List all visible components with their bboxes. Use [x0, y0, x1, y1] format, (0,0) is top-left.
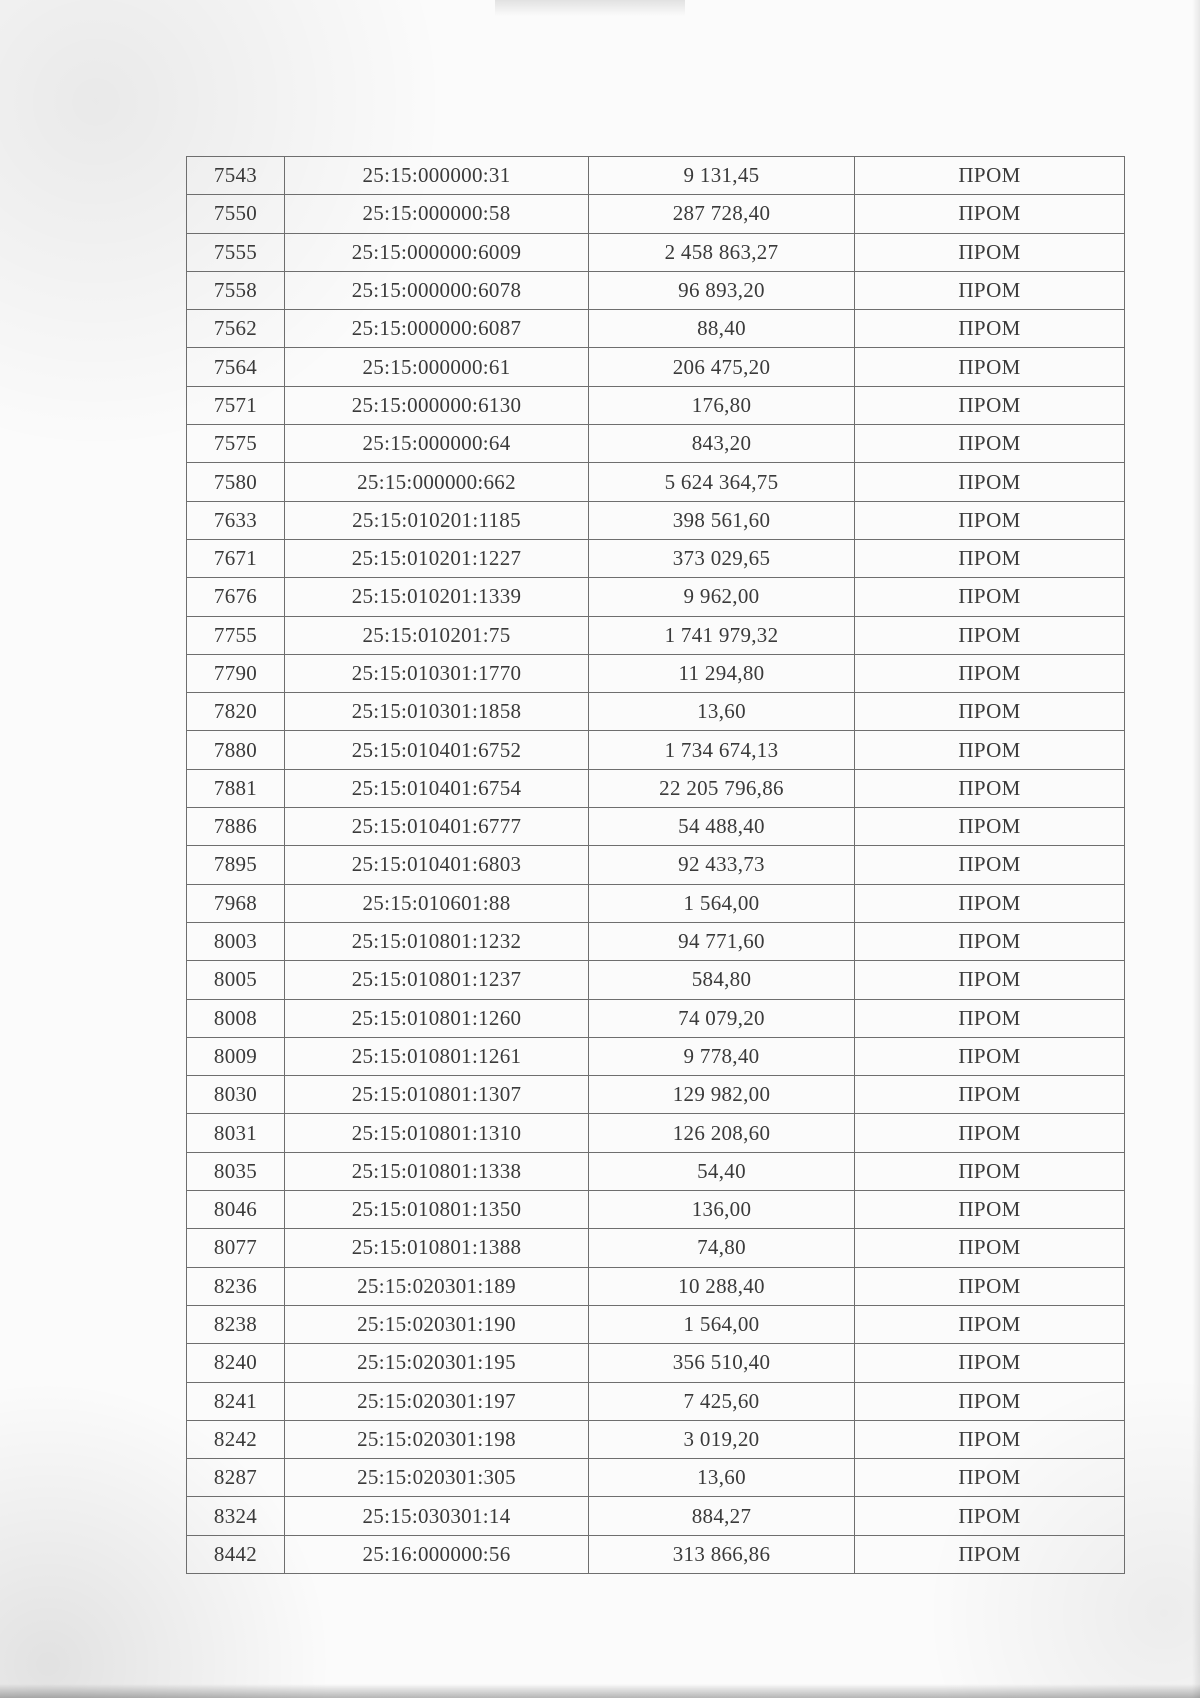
value-cell: 54 488,40 [589, 808, 855, 846]
category-cell: ПРОМ [855, 1497, 1125, 1535]
cadastral-number-cell: 25:15:010801:1307 [285, 1076, 589, 1114]
category-cell: ПРОМ [855, 578, 1125, 616]
row-number-cell: 7555 [187, 233, 285, 271]
cadastral-number-cell: 25:15:020301:198 [285, 1420, 589, 1458]
row-number-cell: 7968 [187, 884, 285, 922]
table-row [187, 1420, 1125, 1458]
cadastral-number-cell: 25:15:020301:189 [285, 1267, 589, 1305]
table-row [187, 501, 1125, 539]
row-number-cell: 8241 [187, 1382, 285, 1420]
category-cell: ПРОМ [855, 233, 1125, 271]
category-cell: ПРОМ [855, 1229, 1125, 1267]
value-cell: 22 205 796,86 [589, 769, 855, 807]
row-number-cell: 7575 [187, 425, 285, 463]
cadastral-number-cell: 25:15:010801:1260 [285, 999, 589, 1037]
row-number-cell: 8236 [187, 1267, 285, 1305]
table-row [187, 386, 1125, 424]
cadastral-number-cell: 25:15:010301:1858 [285, 693, 589, 731]
cadastral-number-cell: 25:15:020301:190 [285, 1305, 589, 1343]
row-number-cell: 8035 [187, 1152, 285, 1190]
cadastral-number-cell: 25:15:020301:195 [285, 1344, 589, 1382]
row-number-cell: 7820 [187, 693, 285, 731]
category-cell: ПРОМ [855, 1152, 1125, 1190]
cadastral-number-cell: 25:15:010801:1237 [285, 961, 589, 999]
category-cell: ПРОМ [855, 616, 1125, 654]
category-cell: ПРОМ [855, 654, 1125, 692]
row-number-cell: 7895 [187, 846, 285, 884]
table-row [187, 922, 1125, 960]
table-row [187, 961, 1125, 999]
table-row [187, 578, 1125, 616]
value-cell: 13,60 [589, 1459, 855, 1497]
value-cell: 398 561,60 [589, 501, 855, 539]
table-row [187, 846, 1125, 884]
row-number-cell: 8287 [187, 1459, 285, 1497]
category-cell: ПРОМ [855, 271, 1125, 309]
cadastral-number-cell: 25:15:010401:6777 [285, 808, 589, 846]
table-row [187, 1497, 1125, 1535]
table-row [187, 999, 1125, 1037]
cadastral-number-cell: 25:15:000000:58 [285, 195, 589, 233]
category-cell: ПРОМ [855, 1305, 1125, 1343]
row-number-cell: 7558 [187, 271, 285, 309]
cadastral-number-cell: 25:15:010201:1185 [285, 501, 589, 539]
row-number-cell: 7543 [187, 157, 285, 195]
table-row [187, 1152, 1125, 1190]
table-row [187, 157, 1125, 195]
table-row [187, 1305, 1125, 1343]
table-row [187, 425, 1125, 463]
row-number-cell: 7562 [187, 310, 285, 348]
table-row [187, 1229, 1125, 1267]
row-number-cell: 8242 [187, 1420, 285, 1458]
category-cell: ПРОМ [855, 884, 1125, 922]
category-cell: ПРОМ [855, 999, 1125, 1037]
row-number-cell: 7633 [187, 501, 285, 539]
value-cell: 126 208,60 [589, 1114, 855, 1152]
value-cell: 373 029,65 [589, 539, 855, 577]
row-number-cell: 8046 [187, 1191, 285, 1229]
value-cell: 92 433,73 [589, 846, 855, 884]
cadastral-number-cell: 25:16:000000:56 [285, 1535, 589, 1573]
category-cell: ПРОМ [855, 1459, 1125, 1497]
value-cell: 5 624 364,75 [589, 463, 855, 501]
scan-smudge [495, 0, 685, 16]
category-cell: ПРОМ [855, 1037, 1125, 1075]
category-cell: ПРОМ [855, 1382, 1125, 1420]
row-number-cell: 8009 [187, 1037, 285, 1075]
value-cell: 10 288,40 [589, 1267, 855, 1305]
value-cell: 9 131,45 [589, 157, 855, 195]
category-cell: ПРОМ [855, 310, 1125, 348]
category-cell: ПРОМ [855, 1114, 1125, 1152]
value-cell: 94 771,60 [589, 922, 855, 960]
value-cell: 1 741 979,32 [589, 616, 855, 654]
table-row [187, 1114, 1125, 1152]
table-row [187, 731, 1125, 769]
value-cell: 884,27 [589, 1497, 855, 1535]
value-cell: 74 079,20 [589, 999, 855, 1037]
table-row [187, 1535, 1125, 1573]
category-cell: ПРОМ [855, 348, 1125, 386]
scan-edge-shadow [1192, 0, 1200, 1698]
value-cell: 7 425,60 [589, 1382, 855, 1420]
table-body [187, 157, 1125, 1574]
category-cell: ПРОМ [855, 195, 1125, 233]
category-cell: ПРОМ [855, 501, 1125, 539]
value-cell: 11 294,80 [589, 654, 855, 692]
cadastral-number-cell: 25:15:000000:6087 [285, 310, 589, 348]
category-cell: ПРОМ [855, 922, 1125, 960]
row-number-cell: 7881 [187, 769, 285, 807]
cadastral-number-cell: 25:15:020301:305 [285, 1459, 589, 1497]
value-cell: 129 982,00 [589, 1076, 855, 1114]
value-cell: 2 458 863,27 [589, 233, 855, 271]
cadastral-number-cell: 25:15:010201:1339 [285, 578, 589, 616]
table-row [187, 693, 1125, 731]
category-cell: ПРОМ [855, 1344, 1125, 1382]
table-row [187, 463, 1125, 501]
cadastral-number-cell: 25:15:010401:6754 [285, 769, 589, 807]
cadastral-number-cell: 25:15:010801:1310 [285, 1114, 589, 1152]
cadastral-number-cell: 25:15:000000:662 [285, 463, 589, 501]
category-cell: ПРОМ [855, 1267, 1125, 1305]
value-cell: 54,40 [589, 1152, 855, 1190]
category-cell: ПРОМ [855, 1420, 1125, 1458]
row-number-cell: 8008 [187, 999, 285, 1037]
value-cell: 74,80 [589, 1229, 855, 1267]
table-row [187, 348, 1125, 386]
cadastral-number-cell: 25:15:010401:6803 [285, 846, 589, 884]
cadastral-number-cell: 25:15:000000:61 [285, 348, 589, 386]
value-cell: 843,20 [589, 425, 855, 463]
value-cell: 1 564,00 [589, 884, 855, 922]
cadastral-number-cell: 25:15:010201:1227 [285, 539, 589, 577]
cadastral-number-cell: 25:15:010801:1350 [285, 1191, 589, 1229]
category-cell: ПРОМ [855, 463, 1125, 501]
table-row [187, 1267, 1125, 1305]
cadastral-number-cell: 25:15:010401:6752 [285, 731, 589, 769]
value-cell: 287 728,40 [589, 195, 855, 233]
row-number-cell: 8240 [187, 1344, 285, 1382]
row-number-cell: 7886 [187, 808, 285, 846]
table-row [187, 1191, 1125, 1229]
category-cell: ПРОМ [855, 808, 1125, 846]
table-row [187, 808, 1125, 846]
cadastral-number-cell: 25:15:010301:1770 [285, 654, 589, 692]
value-cell: 9 778,40 [589, 1037, 855, 1075]
row-number-cell: 7676 [187, 578, 285, 616]
table-row [187, 195, 1125, 233]
table-row [187, 539, 1125, 577]
row-number-cell: 7564 [187, 348, 285, 386]
row-number-cell: 7755 [187, 616, 285, 654]
table-row [187, 654, 1125, 692]
cadastral-number-cell: 25:15:010201:75 [285, 616, 589, 654]
cadastral-number-cell: 25:15:010801:1261 [285, 1037, 589, 1075]
table-row [187, 616, 1125, 654]
category-cell: ПРОМ [855, 425, 1125, 463]
row-number-cell: 7571 [187, 386, 285, 424]
category-cell: ПРОМ [855, 1076, 1125, 1114]
cadastral-value-table [186, 156, 1125, 1574]
row-number-cell: 8005 [187, 961, 285, 999]
cadastral-number-cell: 25:15:000000:31 [285, 157, 589, 195]
row-number-cell: 8442 [187, 1535, 285, 1573]
category-cell: ПРОМ [855, 157, 1125, 195]
table-row [187, 310, 1125, 348]
category-cell: ПРОМ [855, 846, 1125, 884]
cadastral-number-cell: 25:15:000000:6009 [285, 233, 589, 271]
value-cell: 3 019,20 [589, 1420, 855, 1458]
cadastral-number-cell: 25:15:000000:6130 [285, 386, 589, 424]
cadastral-number-cell: 25:15:010601:88 [285, 884, 589, 922]
value-cell: 136,00 [589, 1191, 855, 1229]
cadastral-number-cell: 25:15:010801:1232 [285, 922, 589, 960]
table-row [187, 1382, 1125, 1420]
value-cell: 206 475,20 [589, 348, 855, 386]
table-row [187, 1037, 1125, 1075]
row-number-cell: 8031 [187, 1114, 285, 1152]
value-cell: 1 734 674,13 [589, 731, 855, 769]
row-number-cell: 8077 [187, 1229, 285, 1267]
cadastral-number-cell: 25:15:000000:6078 [285, 271, 589, 309]
category-cell: ПРОМ [855, 539, 1125, 577]
table-row [187, 1076, 1125, 1114]
row-number-cell: 7880 [187, 731, 285, 769]
value-cell: 584,80 [589, 961, 855, 999]
category-cell: ПРОМ [855, 769, 1125, 807]
category-cell: ПРОМ [855, 693, 1125, 731]
category-cell: ПРОМ [855, 1535, 1125, 1573]
value-cell: 96 893,20 [589, 271, 855, 309]
value-cell: 88,40 [589, 310, 855, 348]
category-cell: ПРОМ [855, 386, 1125, 424]
cadastral-number-cell: 25:15:000000:64 [285, 425, 589, 463]
value-cell: 176,80 [589, 386, 855, 424]
table-row [187, 233, 1125, 271]
category-cell: ПРОМ [855, 731, 1125, 769]
value-cell: 1 564,00 [589, 1305, 855, 1343]
cadastral-number-cell: 25:15:010801:1338 [285, 1152, 589, 1190]
row-number-cell: 7790 [187, 654, 285, 692]
category-cell: ПРОМ [855, 961, 1125, 999]
row-number-cell: 8003 [187, 922, 285, 960]
category-cell: ПРОМ [855, 1191, 1125, 1229]
row-number-cell: 7550 [187, 195, 285, 233]
table-row [187, 1344, 1125, 1382]
row-number-cell: 7671 [187, 539, 285, 577]
row-number-cell: 8238 [187, 1305, 285, 1343]
value-cell: 9 962,00 [589, 578, 855, 616]
cadastral-number-cell: 25:15:020301:197 [285, 1382, 589, 1420]
cadastral-number-cell: 25:15:030301:14 [285, 1497, 589, 1535]
value-cell: 356 510,40 [589, 1344, 855, 1382]
table-row [187, 1459, 1125, 1497]
value-cell: 13,60 [589, 693, 855, 731]
row-number-cell: 8324 [187, 1497, 285, 1535]
table-row [187, 271, 1125, 309]
scan-bottom-shadow [0, 1684, 1200, 1698]
value-cell: 313 866,86 [589, 1535, 855, 1573]
cadastral-number-cell: 25:15:010801:1388 [285, 1229, 589, 1267]
table-row [187, 884, 1125, 922]
row-number-cell: 8030 [187, 1076, 285, 1114]
table-row [187, 769, 1125, 807]
row-number-cell: 7580 [187, 463, 285, 501]
